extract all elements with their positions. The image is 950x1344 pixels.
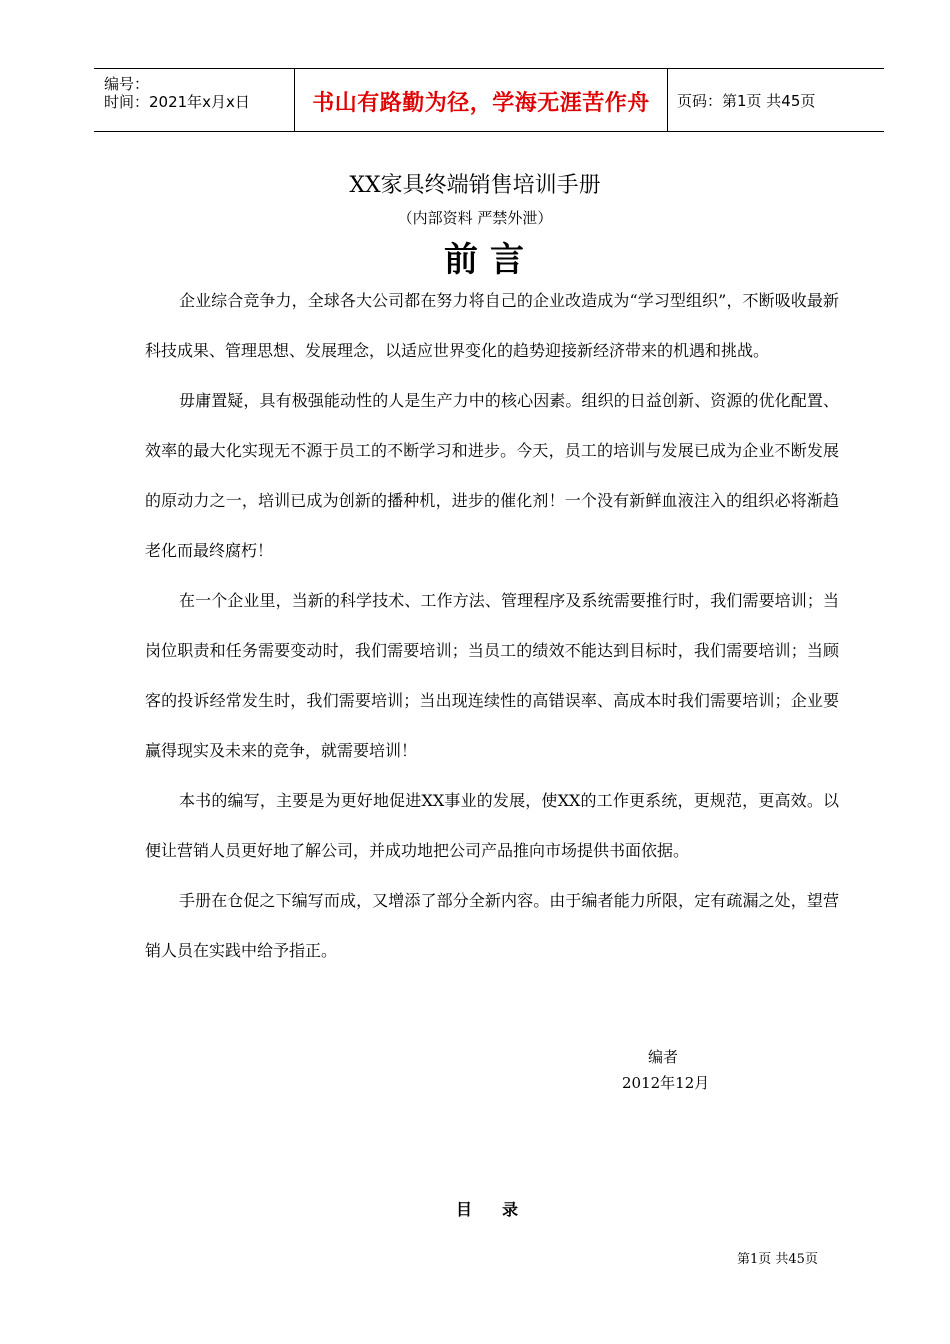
preface-paragraph: 毋庸置疑，具有极强能动性的人是生产力中的核心因素。组织的日益创新、资源的优化配置、效率的最大化实现无不源于员工的不断学习和进步。今天，员工的培训与发展已成为企业不断发展的原动力之一，培训已成为创新的播种机，进步的催化剂！一个没有新鲜血液注入的组织必将渐趋老化而最终腐朽！ xyxy=(145,391,839,560)
sign-date: 2012年12月 xyxy=(622,1074,710,1092)
footer-page-info: 第1页 共45页 xyxy=(737,1252,818,1267)
serial-label: 编号： xyxy=(104,75,150,93)
preface-heading: 前言 xyxy=(444,240,536,280)
header-page-cell xyxy=(668,69,884,131)
document-subtitle: （内部资料 严禁外泄） xyxy=(397,209,553,227)
time-label: 时间：2021年x月x日 xyxy=(104,93,250,111)
signer: 编者 xyxy=(648,1048,679,1066)
header-page-info: 页码：第1页 共45页 xyxy=(677,92,816,110)
preface-body xyxy=(145,276,839,976)
header-motto-cell xyxy=(295,69,668,131)
preface-paragraph: 企业综合竞争力，全球各大公司都在努力将自己的企业改造成为“学习型组织”，不断吸收最新科技成果、管理思想、发展理念，以适应世界变化的趋势迎接新经济带来的机遇和挑战。 xyxy=(145,291,839,360)
preface-paragraph: 本书的编写，主要是为更好地促进XX事业的发展，使XX的工作更系统，更规范，更高效。以便让营销人员更好地了解公司，并成功地把公司产品推向市场提供书面依据。 xyxy=(145,791,839,860)
preface-paragraph: 在一个企业里，当新的科学技术、工作方法、管理程序及系统需要推行时，我们需要培训；当岗位职责和任务需要变动时，我们需要培训；当员工的绩效不能达到目标时，我们需要培训；当顾客的投诉经常发生时，我们需要培训；当出现连续性的高错误率、高成本时我们需要培训；企业要赢得现实及未来的竞争，就需要培训！ xyxy=(145,591,839,760)
document-title: XX家具终端销售培训手册 xyxy=(349,173,601,198)
header-motto: 书山有路勤为径，学海无涯苦作舟 xyxy=(312,91,650,116)
preface-paragraph: 手册在仓促之下编写而成，又增添了部分全新内容。由于编者能力所限，定有疏漏之处，望营销人员在实践中给予指正。 xyxy=(145,891,839,960)
toc-title: 目录 xyxy=(456,1200,549,1219)
page-header xyxy=(94,68,884,132)
header-meta-cell xyxy=(94,69,295,131)
